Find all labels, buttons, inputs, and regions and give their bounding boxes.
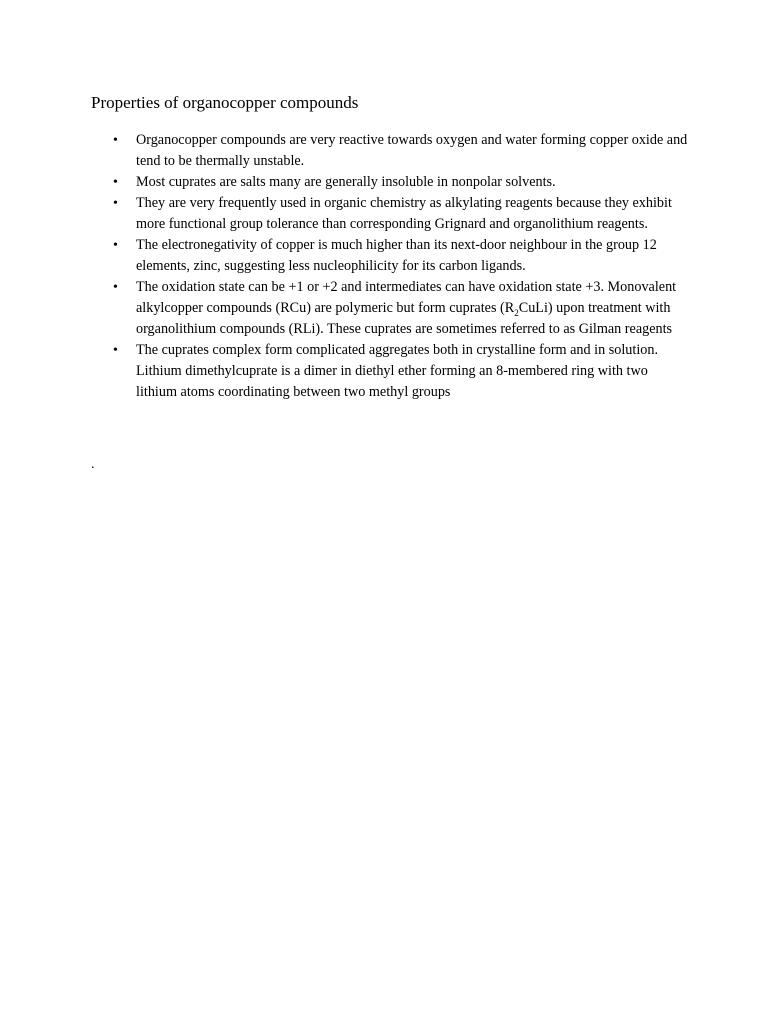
list-item: [91, 193, 691, 235]
list-item: [91, 130, 691, 172]
bullet-icon: •: [113, 343, 118, 358]
properties-list: [91, 130, 691, 403]
list-item: [91, 172, 691, 193]
list-item-text: [136, 279, 676, 337]
list-item-text: Most cuprates are salts many are generally insoluble in nonpolar solvents.: [136, 174, 556, 190]
list-item: [91, 340, 691, 403]
subscript-text: 2: [514, 307, 519, 318]
bullet-icon: •: [113, 175, 118, 190]
list-item: [91, 235, 691, 277]
bullet-icon: •: [113, 280, 118, 295]
document-heading: Properties of organocopper compounds: [91, 93, 359, 112]
list-item-text-before: The oxidation state can be +1 or +2 and intermediates can have oxidation state +3. Monovalent alkylcopper compounds (RCu) are polymeric but form cuprates (R: [136, 279, 677, 316]
list-item-text: The cuprates complex form complicated aggregates both in crystalline form and in solution. Lithium dimethylcuprate is a dimer in diethyl ether forming an 8-membered ring with two lithium atoms coordinating between two methyl groups: [136, 342, 659, 400]
list-item-text: Organocopper compounds are very reactive towards oxygen and water forming copper oxide and tend to be thermally unstable.: [136, 132, 688, 169]
list-item-text-after: CuLi) upon treatment with organolithium compounds (RLi). These cuprates are sometimes referred to as Gilman reagents: [136, 300, 673, 337]
list-item-text: The electronegativity of copper is much higher than its next-door neighbour in the group 12 elements, zinc, suggesting less nucleophilicity for its carbon ligands.: [136, 237, 657, 274]
trailing-period: .: [91, 457, 95, 472]
list-item-text: They are very frequently used in organic chemistry as alkylating reagents because they exhibit more functional group tolerance than corresponding Grignard and organolithium reagents.: [136, 195, 672, 232]
bullet-icon: •: [113, 196, 118, 211]
list-item: [91, 277, 691, 340]
bullet-icon: •: [113, 133, 118, 148]
bullet-icon: •: [113, 238, 118, 253]
